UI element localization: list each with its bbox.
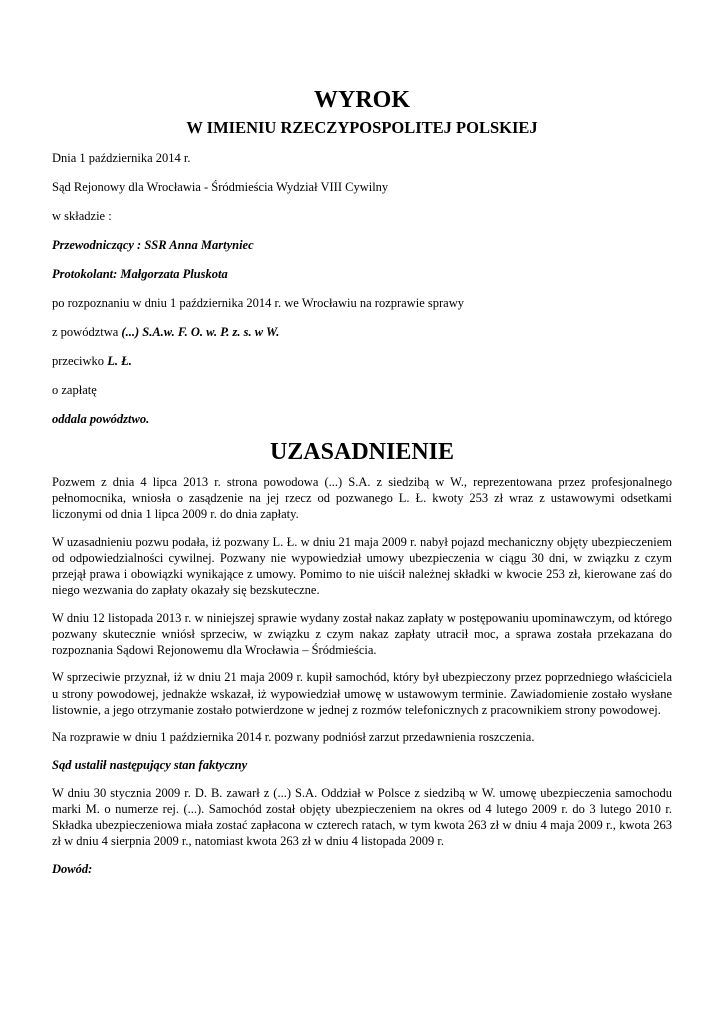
justification-title: UZASADNIENIE	[269, 439, 455, 465]
plaintiff-line	[52, 324, 672, 340]
justification-paragraph: W dniu 12 listopada 2013 r. w niniejszej sprawie wydany został nakaz zapłaty w postępowaniu upominawczym, od którego pozwany skutecznie wniósł sprzeciw, w związku z czym nakaz zapłaty utracił moc, a sprawa została przekazana do rozpoznania Sądowi Rejonowemu dla Wrocławia – Śródmieścia.	[52, 610, 672, 657]
verdict-date: Dnia 1 października 2014 r.	[52, 151, 191, 165]
document-subtitle: W IMIENIU RZECZYPOSPOLITEJ POLSKIEJ	[186, 118, 538, 137]
plaintiff-prefix: z powództwa	[52, 325, 119, 339]
court-clerk: Protokolant: Małgorzata Pluskota	[52, 267, 228, 281]
presiding-judge: Przewodniczący : SSR Anna Martyniec	[52, 238, 254, 252]
plaintiff-name: (...) S.A.w. F. O. w. P. z. s. w W.	[121, 325, 280, 339]
hearing-info: po rozpoznaniu w dniu 1 października 2014 r. we Wrocławiu na rozprawie sprawy	[52, 296, 464, 310]
evidence-heading: Dowód:	[52, 861, 93, 876]
court-name: Sąd Rejonowy dla Wrocławia - Śródmieścia Wydział VIII Cywilny	[52, 180, 389, 194]
defendant-prefix: przeciwko	[52, 354, 105, 368]
composition-label: w składzie :	[52, 209, 112, 223]
justification-paragraph: Pozwem z dnia 4 lipca 2013 r. strona powodowa (...) S.A. z siedzibą w W., reprezentowana przez profesjonalnego pełnomocnika, wniosła o zasądzenie na jej rzecz od pozwanego L. Ł. kwoty 253 zł wraz z ustawowymi odsetkami liczonymi od dnia 1 lipca 2009 r. do dnia zapłaty.	[52, 475, 672, 522]
document-title: WYROK	[314, 87, 410, 113]
facts-paragraph: W dniu 30 stycznia 2009 r. D. B. zawarł z (...) S.A. Oddział w Polsce z siedzibą w W. umowę ubezpieczenia samochodu marki M. o numerze rej. (...). Samochód został objęty ubezpieczeniem na okres od 4 lutego 2009 r. do 3 lutego 2010 r. Składka ubezpieczeniowa miała zostać zapłacona w czterech ratach, w tym kwota 263 zł w dniu 4 maja 2009 r., kwota 263 zł w dniu 4 sierpnia 2009 r., natomiast kwota 263 zł w dniu 4 listopada 2009 r.	[52, 785, 672, 849]
facts-heading: Sąd ustalił następujący stan faktyczny	[52, 757, 248, 772]
justification-paragraph: W uzasadnieniu pozwu podała, iż pozwany L. Ł. w dniu 21 maja 2009 r. nabył pojazd mechaniczny objęty ubezpieczeniem od odpowiedzialności cywilnej. Pozwany nie wypowiedział umowy ubezpieczenia w ciągu 30 dni, w związku z czym przejął prawa i obowiązki wynikające z umowy. Pomimo to nie uiścił należnej składki w kwocie 253 zł, kierowane zaś do niego wezwania do zapłaty okazały się bezskuteczne.	[52, 534, 672, 598]
justification-paragraph: Na rozprawie w dniu 1 października 2014 r. pozwany podniósł zarzut przedawnienia roszczenia.	[52, 730, 535, 745]
document-page	[52, 86, 672, 889]
justification-paragraph: W sprzeciwie przyznał, iż w dniu 21 maja 2009 r. kupił samochód, który był ubezpieczony przez poprzedniego właściciela u strony powodowej, jednakże wskazał, iż wypowiedział umowę w ustawowym terminie. Zawiadomienie zostało wysłane listownie, a jego otrzymanie zostało potwierdzone w jednej z rozmów telefonicznych z pracownikiem strony powodowej.	[52, 670, 672, 717]
defendant-line	[52, 353, 672, 369]
ruling: oddala powództwo.	[52, 412, 150, 426]
defendant-name: L. Ł.	[107, 354, 132, 368]
case-subject: o zapłatę	[52, 383, 97, 397]
